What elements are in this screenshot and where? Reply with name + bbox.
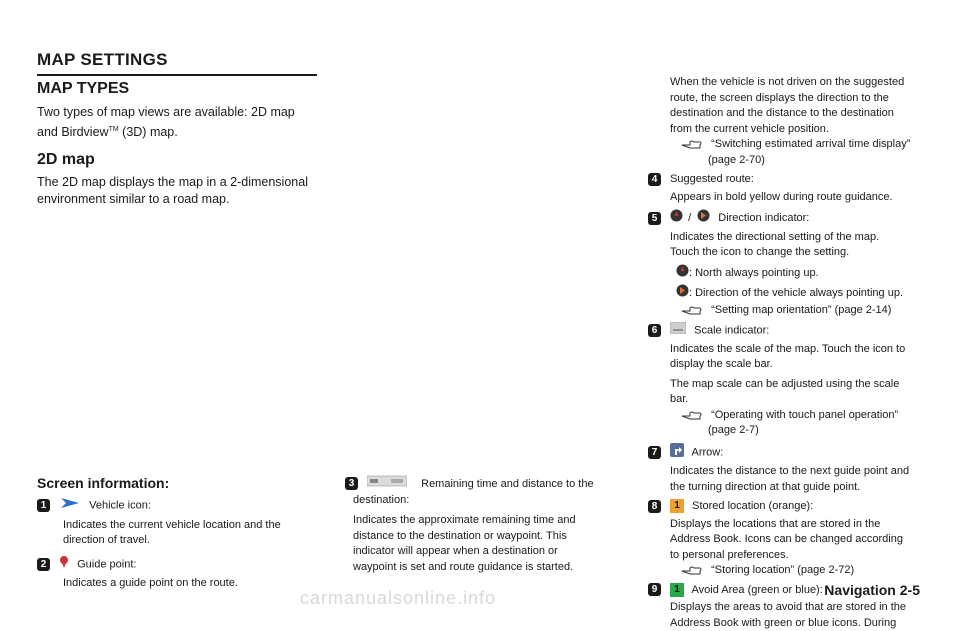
item-8-title: Stored location (orange): (692, 500, 813, 512)
reference-hand-icon (680, 137, 704, 151)
number-badge-6: 6 (648, 324, 661, 337)
reference-hand-icon (680, 303, 704, 317)
p1-line-2: route, the screen displays the direction to the (670, 91, 928, 107)
number-badge-4: 4 (648, 173, 661, 186)
reference-4-text: “Storing location” (page 2-72) (711, 564, 854, 576)
number-badge-7: 7 (648, 446, 661, 459)
item-3-title: Remaining time and distance to the (421, 478, 593, 490)
item-7-body-1: Indicates the distance to the next guide point and (670, 464, 928, 480)
item-6-body-3: The map scale can be adjusted using the scale (670, 377, 928, 393)
guide-point-icon (59, 555, 69, 575)
item-4 (648, 172, 928, 188)
number-badge-2: 2 (37, 558, 50, 571)
screen-info (37, 475, 322, 592)
item-3-body-4: waypoint is set and route guidance is started. (345, 560, 625, 576)
item-8-body-2: Address Book. Icons can be changed according (670, 532, 928, 548)
reference-3-text: “Operating with touch panel operation” (711, 409, 898, 421)
reference-3-page: (page 2-7) (670, 423, 928, 439)
item-5-separator: / (688, 212, 691, 224)
intro-birdview: and Birdview (37, 125, 109, 139)
heading-screen-info: Screen information: (37, 475, 322, 491)
item-6-body-4: bar. (670, 392, 928, 408)
stored-location-orange-icon: 1 (670, 499, 684, 513)
item-5 (648, 209, 928, 228)
middle-column (345, 475, 625, 575)
item-6-body-1: Indicates the scale of the map. Touch the icon to (670, 342, 928, 358)
item-2-title: Guide point: (77, 558, 136, 570)
avoid-area-green-icon: 1 (670, 583, 684, 597)
reference-2-text: “Setting map orientation” (page 2-14) (711, 304, 891, 316)
item-4-title: Suggested route: (670, 173, 754, 185)
arrow-icon (670, 443, 684, 463)
reference-hand-icon (680, 563, 704, 577)
watermark-text: carmanualsonline.info (300, 588, 496, 609)
heading-2d-map: 2D map (37, 151, 322, 169)
north-up-icon (670, 209, 683, 228)
item-2-body: Indicates a guide point on the route. (37, 576, 322, 592)
north-up-icon (676, 264, 689, 283)
section-title: MAP SETTINGS (37, 50, 317, 76)
number-badge-9: 9 (648, 583, 661, 596)
item-1-title: Vehicle icon: (89, 500, 151, 512)
item-2 (37, 555, 322, 575)
item-5-option-1-text: : North always pointing up. (689, 267, 819, 279)
item-1-body-2: direction of travel. (37, 533, 322, 549)
reference-4 (670, 563, 928, 579)
item-6-title: Scale indicator: (694, 325, 769, 337)
p1-line-3: destination and the distance to the destination (670, 106, 928, 122)
heading-up-icon (676, 284, 689, 303)
right-column (648, 75, 928, 631)
scale-indicator-icon (670, 322, 686, 340)
left-column (37, 80, 322, 208)
p2d-line-2: environment similar to a road map. (37, 191, 322, 208)
reference-hand-icon (680, 408, 704, 422)
intro-3d: (3D) map. (119, 125, 178, 139)
heading-up-icon (697, 209, 710, 228)
reference-3 (670, 408, 928, 424)
intro-line-1: Two types of map views are available: 2D map (37, 104, 322, 121)
item-7-body-2: the turning direction at that guide point. (670, 480, 928, 496)
vehicle-icon (59, 496, 81, 516)
item-5-body-1: Indicates the directional setting of the map. (670, 230, 928, 246)
reference-2 (670, 303, 928, 319)
item-7 (648, 443, 928, 463)
remaining-time-icon (367, 475, 407, 493)
p2d-line-1: The 2D map displays the map in a 2-dimensional (37, 174, 322, 191)
item-1-body-1: Indicates the current vehicle location and the (37, 518, 322, 534)
item-8-body-3: to personal preferences. (670, 548, 928, 564)
p1-line-4: from the current vehicle position. (670, 122, 928, 138)
item-9-body-2: Address Book with green or blue icons. During (670, 616, 928, 631)
reference-1-text: “Switching estimated arrival time display” (711, 138, 910, 150)
number-badge-1: 1 (37, 499, 50, 512)
number-badge-5: 5 (648, 212, 661, 225)
item-1 (37, 496, 322, 516)
p1-line-1: When the vehicle is not driven on the suggested (670, 75, 928, 91)
reference-1 (670, 137, 928, 153)
intro-line-2 (37, 121, 322, 141)
number-badge-3: 3 (345, 477, 358, 490)
item-5-option-1 (670, 264, 928, 283)
item-6-body-2: display the scale bar. (670, 357, 928, 373)
item-5-option-2-text: : Direction of the vehicle always pointing up. (689, 287, 903, 299)
item-4-body: Appears in bold yellow during route guidance. (648, 190, 928, 206)
item-5-option-2 (670, 284, 928, 303)
item-3 (345, 475, 625, 493)
item-5-title: Direction indicator: (718, 212, 809, 224)
item-3-body-3: indicator will appear when a destination or (345, 544, 625, 560)
reference-1-page: (page 2-70) (670, 153, 928, 169)
item-9-title: Avoid Area (green or blue): (692, 584, 823, 596)
item-8 (648, 499, 928, 515)
number-badge-8: 8 (648, 500, 661, 513)
item-3-body-2: distance to the destination or waypoint. This (345, 529, 625, 545)
item-5-body-2: Touch the icon to change the setting. (670, 245, 928, 261)
item-3-title-2: destination: (345, 493, 625, 509)
item-8-body-1: Displays the locations that are stored in the (670, 517, 928, 533)
heading-map-types: MAP TYPES (37, 80, 322, 98)
item-7-title: Arrow: (692, 446, 724, 458)
item-6 (648, 322, 928, 340)
item-9-body-1: Displays the areas to avoid that are stored in the (670, 600, 928, 616)
trademark-mark: TM (109, 126, 119, 133)
item-3-body-1: Indicates the approximate remaining time and (345, 513, 625, 529)
page-footer: Navigation 2-5 (824, 582, 920, 598)
